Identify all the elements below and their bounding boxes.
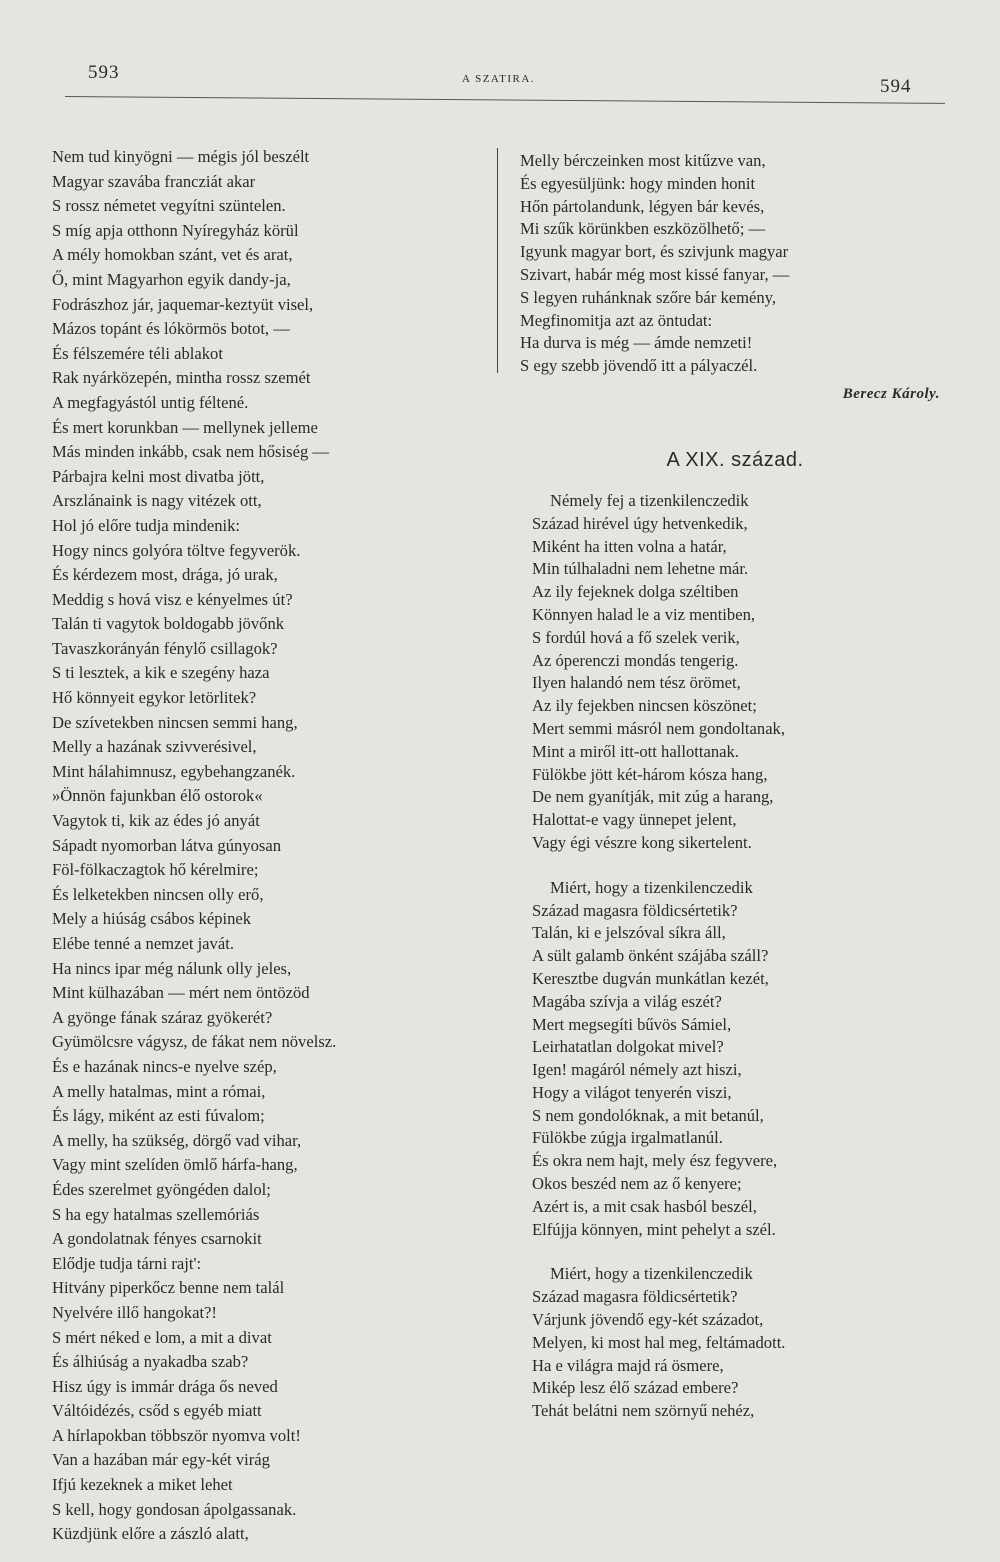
verse-line: Küzdjünk előre a zászló alatt, — [52, 1524, 249, 1544]
verse-line: A mély homokban szánt, vet és arat, — [52, 245, 293, 265]
verse-line: »Önnön fajunkban élő ostorok« — [52, 786, 263, 806]
verse-line: Ilyen halandó nem tész örömet, — [532, 673, 741, 693]
verse-line: Vagytok ti, kik az édes jó anyát — [52, 811, 260, 831]
verse-line: Némely fej a tizenkilenczedik — [550, 490, 749, 510]
verse-line: Gyümölcsre vágysz, de fákat nem növelsz. — [52, 1032, 337, 1052]
verse-line: Mert semmi másról nem gondoltanak, — [532, 718, 786, 738]
verse-line: Melyen, ki most hal meg, feltámadott. — [532, 1332, 786, 1352]
verse-line: Század magasra földicsértetik? — [532, 900, 738, 920]
verse-line: Ő, mint Magyarhon egyik dandy-ja, — [52, 269, 291, 289]
verse-line: Melly bérczeinken most kitűzve van, — [520, 151, 766, 170]
verse-line: A sült galamb önként szájába száll? — [532, 946, 769, 966]
stanza — [520, 490, 950, 855]
verse-line: És okra nem hajt, mely ész fegyvere, — [532, 1151, 778, 1171]
verse-line: Hisz úgy is immár drága ős neved — [52, 1376, 278, 1396]
verse-line: Hogy a világot tenyerén viszi, — [532, 1082, 732, 1102]
verse-line: Várjunk jövendő egy-két századot, — [532, 1310, 764, 1330]
verse-line: S rossz németet vegyítni szüntelen. — [52, 196, 286, 216]
verse-line: S ha egy hatalmas szellemóriás — [52, 1204, 260, 1224]
verse-line: Tavaszkorányán fénylő csillagok? — [52, 638, 278, 658]
verse-line: És e hazának nincs-e nyelve szép, — [52, 1056, 277, 1076]
verse-line: Tehát belátni nem szörnyű nehéz, — [532, 1401, 755, 1421]
verse-line: Meddig s hová visz e kényelmes út? — [52, 589, 293, 609]
verse-line: Elfújja könnyen, mint pehelyt a szél. — [532, 1219, 776, 1239]
verse-line: S fordúl hová a fő szelek verik, — [532, 627, 740, 647]
verse-line: Azért is, a mit csak hasból beszél, — [532, 1196, 757, 1216]
verse-line: A gyönge fának száraz gyökerét? — [52, 1007, 273, 1027]
stanza — [520, 1263, 950, 1423]
verse-line: És egyesüljünk: hogy minden honit — [520, 173, 756, 193]
verse-line: A gondolatnak fényes csarnokit — [52, 1229, 262, 1249]
verse-line: S legyen ruhánknak szőre bár kemény, — [520, 287, 777, 307]
verse-line: Az ily fejeknek dolga széltiben — [532, 582, 739, 602]
verse-line: Más minden inkább, csak nem hősiség — — [52, 442, 329, 462]
verse-line: Halottat-e vagy ünnepet jelent, — [532, 810, 737, 830]
verse-line: Hőn pártolandunk, légyen bár kevés, — [520, 196, 765, 216]
verse-line: Század magasra földicsértetik? — [532, 1287, 738, 1307]
verse-line: Mint a miről itt-ott hallottanak. — [532, 741, 739, 761]
verse-line: Hő könnyeit egykor letörlitek? — [52, 688, 257, 708]
verse-line: De nem gyanítják, mit zúg a harang, — [532, 787, 774, 807]
poem-continuation — [520, 150, 950, 378]
verse-line: Min túlhaladni nem lehetne már. — [532, 559, 749, 579]
verse-line: Rak nyárközepén, mintha rossz szemét — [52, 368, 311, 388]
verse-line: Mi szűk körünkben eszközölhető; — — [520, 219, 766, 239]
running-head: A SZATIRA. — [462, 73, 536, 85]
page-number-right: 594 — [880, 76, 912, 97]
verse-line: Talán ti vagytok boldogabb jövőnk — [52, 614, 285, 634]
verse-line: Édes szerelmet gyöngéden dalol; — [52, 1179, 271, 1199]
verse-line: Elődje tudja tárni rajt': — [52, 1253, 202, 1273]
verse-line: Miként ha itten volna a határ, — [532, 536, 727, 556]
verse-line: A hírlapokban többször nyomva volt! — [52, 1425, 301, 1445]
verse-line: Mikép lesz élő század embere? — [532, 1378, 739, 1398]
verse-line: Az ily fejekben nincsen köszönet; — [532, 696, 757, 716]
verse-line: Igyunk magyar bort, és szivjunk magyar — [520, 242, 789, 262]
verse-line: Szivart, habár még most kissé fanyar, — — [520, 264, 790, 284]
page-number-left: 593 — [88, 62, 120, 83]
verse-line: Mert megsegíti bűvös Sámiel, — [532, 1014, 732, 1034]
verse-line: Magyar szavába francziát akar — [52, 171, 256, 191]
verse-line: De szívetekben nincsen semmi hang, — [52, 712, 298, 732]
verse-line: S ti lesztek, a kik e szegény haza — [52, 663, 270, 683]
verse-line: Fülökbe jött két-három kósza hang, — [532, 764, 768, 784]
verse-line: Fodrászhoz jár, jaquemar-keztyüt visel, — [52, 294, 314, 314]
stanza — [520, 877, 950, 1242]
verse-line: Nyelvére illő hangokat?! — [52, 1302, 217, 1322]
verse-line: Nem tud kinyögni — mégis jól beszélt — [52, 147, 310, 166]
author-signature: Berecz Károly. — [842, 385, 940, 402]
left-column — [52, 145, 492, 1547]
verse-line: S egy szebb jövendő itt a pályaczél. — [520, 356, 758, 376]
verse-line: Könnyen halad le a viz mentiben, — [532, 604, 756, 624]
verse-line: Okos beszéd nem az ő kenyere; — [532, 1174, 742, 1194]
verse-line: És álhiúság a nyakadba szab? — [52, 1352, 249, 1372]
column-divider — [497, 148, 498, 373]
verse-line: Hol jó előre tudja mindenik: — [52, 515, 241, 535]
verse-line: A melly hatalmas, mint a római, — [52, 1081, 266, 1101]
verse-line: Miért, hogy a tizenkilenczedik — [550, 1264, 753, 1284]
verse-line: S míg apja otthonn Nyíregyház körül — [52, 220, 299, 240]
verse-line: Hitvány piperkőcz benne nem talál — [52, 1278, 285, 1298]
verse-line: Párbajra kelni most divatba jött, — [52, 466, 265, 486]
verse-line: Vagy mint szelíden ömlő hárfa-hang, — [52, 1155, 298, 1175]
verse-line: És félszemére téli ablakot — [52, 343, 223, 363]
poem-title: A XIX. század. — [666, 448, 804, 471]
verse-line: Sápadt nyomorban látva gúnyosan — [52, 835, 282, 855]
verse-line: Föl-fölkaczagtok hő kérelmire; — [52, 860, 259, 880]
verse-line: Fülökbe zúgja irgalmatlanúl. — [532, 1128, 723, 1148]
verse-line: S nem gondolóknak, a mit betanúl, — [532, 1105, 764, 1125]
verse-line: Mint külhazában — mért nem öntözöd — [52, 983, 310, 1003]
verse-line: Mázos topánt és lókörmös botot, — — [52, 319, 290, 339]
verse-line: Mint hálahimnusz, egybehangzanék. — [52, 761, 296, 781]
verse-line: Az óperenczi mondás tengerig. — [532, 650, 739, 670]
verse-line: Váltóidézés, csőd s egyéb miatt — [52, 1401, 262, 1421]
verse-line: Melly a hazának szivverésivel, — [52, 737, 257, 757]
verse-line: S mért néked e lom, a mit a divat — [52, 1327, 272, 1347]
verse-line: Magába szívja a világ eszét? — [532, 991, 722, 1011]
verse-line: Hogy nincs golyóra töltve fegyverök. — [52, 540, 301, 560]
verse-line: A megfagyástól untig féltené. — [52, 392, 249, 412]
verse-line: Mely a hiúság csábos képinek — [52, 909, 252, 929]
header-rule — [65, 96, 945, 104]
verse-line: Ifjú kezeknek a miket lehet — [52, 1475, 233, 1495]
verse-line: A melly, ha szükség, dörgő vad vihar, — [52, 1130, 302, 1150]
verse-line: Miért, hogy a tizenkilenczedik — [550, 877, 753, 897]
verse-line: Megfinomitja azt az öntudat: — [520, 310, 713, 330]
verse-line: Vagy égi vészre kong sikertelent. — [532, 832, 752, 852]
verse-line: És kérdezem most, drága, jó urak, — [52, 565, 278, 585]
verse-line: Arszlánaink is nagy vitézek ott, — [52, 491, 262, 511]
verse-line: Ha e világra majd rá ösmere, — [532, 1355, 724, 1375]
verse-line: Ha nincs ipar még nálunk olly jeles, — [52, 958, 292, 978]
verse-line: Talán, ki e jelszóval síkra áll, — [532, 923, 726, 943]
verse-line: Igen! magáról némely azt hiszi, — [532, 1060, 742, 1080]
verse-line: És lelketekben nincsen olly erő, — [52, 884, 264, 904]
verse-line: És lágy, miként az esti fúvalom; — [52, 1106, 265, 1126]
verse-line: És mert korunkban — mellynek jelleme — [52, 417, 318, 437]
verse-line: S kell, hogy gondosan ápolgassanak. — [52, 1499, 297, 1519]
verse-line: Század hirével úgy hetvenkedik, — [532, 513, 748, 533]
verse-line: Van a hazában már egy-két virág — [52, 1450, 270, 1470]
verse-line: Keresztbe dugván munkátlan kezét, — [532, 968, 769, 988]
verse-line: Elébe tenné a nemzet javát. — [52, 934, 234, 953]
verse-line: Leirhatatlan dolgokat mivel? — [532, 1037, 724, 1057]
right-column — [520, 150, 950, 1445]
verse-line: Ha durva is még — ámde nemzeti! — [520, 333, 753, 353]
